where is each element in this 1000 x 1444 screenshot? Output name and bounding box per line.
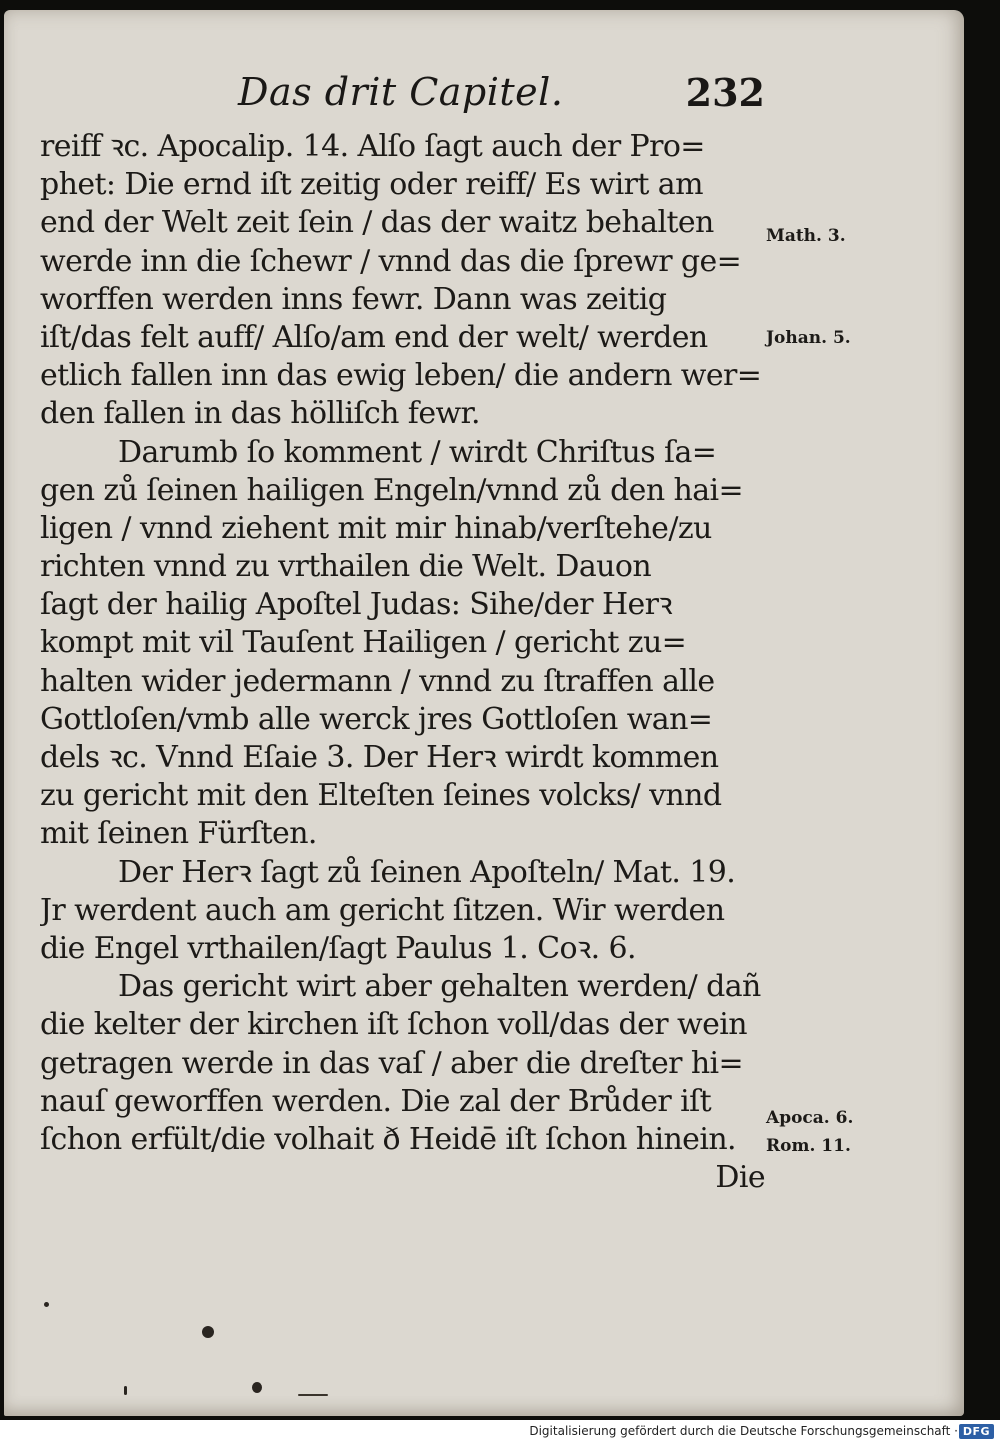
text-line: Der Herꝛ ſagt zů ſeinen Apoſteln/ Mat. 19. (118, 854, 736, 890)
text-line: iſt/das felt auff/ Alſo/am end der welt/ werden (40, 319, 708, 355)
text-line: kompt mit vil Tauſent Hailigen / gericht zu= (40, 625, 687, 661)
text-line: zu gericht mit den Elteſten ſeines volcks/ vnnd (40, 778, 722, 814)
text-line: Gottloſen/vmb alle werck jres Gottloſen wan= (40, 701, 713, 737)
text-line: dels ꝛc. Vnnd Eſaie 3. Der Herꝛ wirdt kommen (40, 740, 719, 775)
footer-bar (0, 1420, 1000, 1444)
text-line: etlich fallen inn das ewig leben/ die andern wer= (40, 358, 762, 394)
margin-note-rom: Rom. 11. (766, 1136, 851, 1156)
ink-spot (252, 1382, 262, 1393)
text-line: reiff ꝛc. Apocalip. 14. Alſo ſagt auch der Pro= (40, 129, 705, 164)
text-line: den fallen in das hölliſch fewr. (40, 396, 480, 432)
text-line: Darumb ſo komment / wirdt Chriſtus ſa= (118, 434, 717, 470)
text-line: die Engel vrthailen/ſagt Paulus 1. Coꝛ. 6. (40, 930, 636, 966)
margin-note-apoca: Apoca. 6. (766, 1108, 854, 1128)
text-line: halten wider jedermann / vnnd zu ſtraffen alle (40, 663, 715, 699)
ink-spot (202, 1326, 214, 1338)
margin-note-johan: Johan. 5. (766, 328, 851, 348)
margin-note-math: Math. 3. (766, 226, 846, 246)
text-line: ſagt der hailig Apoſtel Judas: Sihe/der Herꝛ (40, 587, 673, 623)
text-line: nauſ geworffen werden. Die zal der Brůder iſt (40, 1083, 712, 1119)
text-line: ſchon erfült/die volhait ð Heidē iſt ſchon hinein. (40, 1121, 736, 1157)
text-line: richten vnnd zu vrthailen die Welt. Dauon (40, 549, 652, 585)
text-line: werde inn die ſchewr / vnnd das die ſprewr ge= (40, 243, 742, 279)
dfg-logo: DFG (959, 1424, 994, 1439)
text-line: mit ſeinen Fürſten. (40, 816, 317, 852)
ink-spot (44, 1302, 49, 1307)
text-line: die kelter der kirchen iſt ſchon voll/das der wein (40, 1007, 747, 1043)
text-line: end der Welt zeit ſein / das der waitz behalten (40, 205, 714, 241)
running-head: Das drit Capitel. (238, 70, 564, 114)
text-line: phet: Die ernd iſt zeitig oder reiff/ Es wirt am (40, 167, 703, 203)
ink-spot (124, 1386, 127, 1395)
footer-credit: Digitalisierung gefördert durch die Deutsche Forschungsgemeinschaft · (529, 1424, 958, 1438)
page-number: 232 (685, 70, 765, 115)
text-line: getragen werde in das vaſ / aber die dreſter hi= (40, 1045, 744, 1081)
text-line: Jr werdent auch am gericht ſitzen. Wir werden (40, 892, 725, 928)
catchword: Die (715, 1160, 765, 1196)
page-header (40, 70, 765, 120)
text-line: Das gericht wirt aber gehalten werden/ dañ (118, 969, 761, 1005)
text-line: gen zů ſeinen hailigen Engeln/vnnd zů den hai= (40, 472, 744, 508)
text-line: worffen werden inns fewr. Dann was zeitig (40, 281, 667, 317)
body-text (40, 128, 765, 1197)
ink-spot (298, 1394, 328, 1396)
text-line: ligen / vnnd ziehent mit mir hinab/verſtehe/zu (40, 510, 712, 546)
